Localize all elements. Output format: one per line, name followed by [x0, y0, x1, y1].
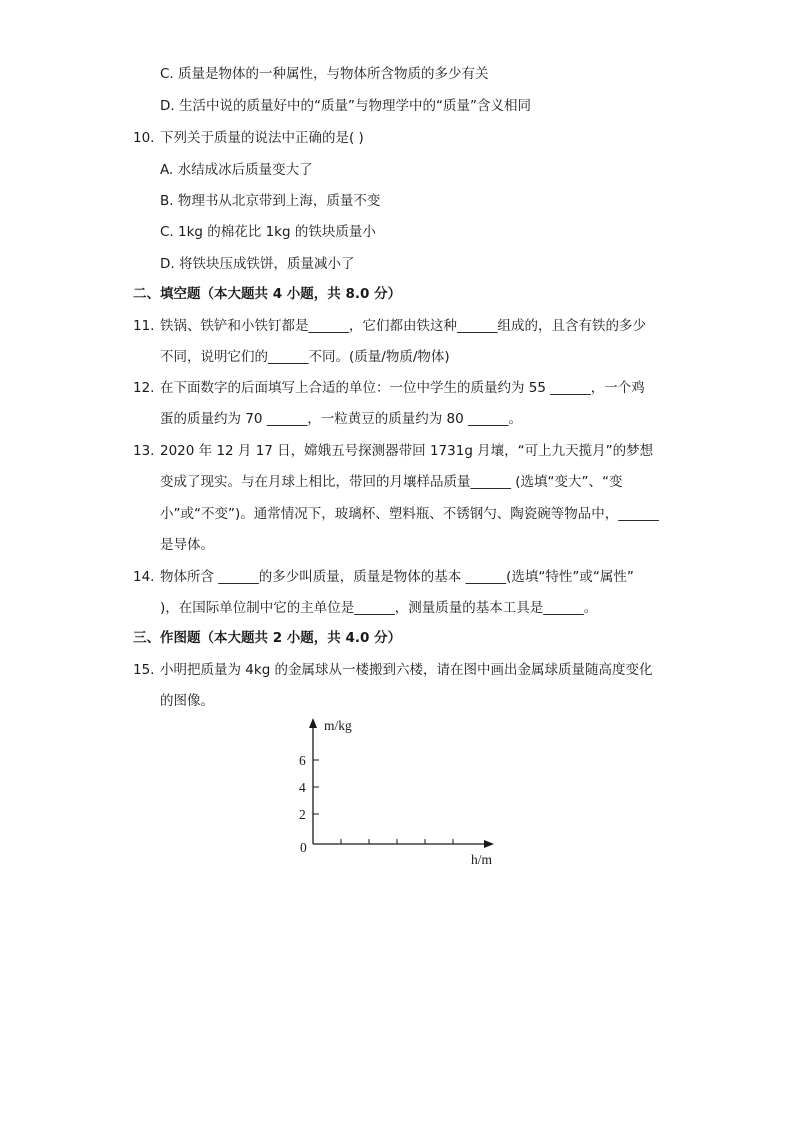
q13-line-4: 是导体。: [160, 537, 214, 553]
x-axis-arrow-icon: [484, 840, 494, 848]
q12-line-2: 蛋的质量约为 70 ______，一粒黄豆的质量约为 80 ______。: [160, 411, 523, 427]
q10-option-b: B. 物理书从北京带到上海，质量不变: [160, 193, 381, 209]
q15-number: 15.: [133, 662, 155, 678]
section-fill-in-heading: 二、填空题（本大题共 4 小题，共 8.0 分）: [133, 286, 402, 302]
q13-line-2: 变成了现实。与在月球上相比，带回的月壤样品质量______ (选填“变大”、“变: [160, 474, 623, 490]
section-drawing-heading: 三、作图题（本大题共 2 小题，共 4.0 分）: [133, 630, 402, 646]
q13-line-1: 2020 年 12 月 17 日，嫦娥五号探测器带回 1731g 月壤，“可上九天揽月”的梦想: [160, 443, 654, 459]
q14-number: 14.: [133, 569, 155, 585]
y-tick-label-4: 4: [299, 780, 306, 795]
q9-option-c: C. 质量是物体的一种属性，与物体所含物质的多少有关: [160, 66, 489, 82]
origin-label: 0: [300, 840, 307, 855]
q10-option-a: A. 水结成冰后质量变大了: [160, 162, 313, 178]
q14-line-2: )，在国际单位制中它的主单位是______，测量质量的基本工具是______。: [160, 600, 598, 616]
q11-line-2: 不同，说明它们的______不同。(质量/物质/物体): [160, 349, 450, 365]
q13-line-3: 小”或“不变”)。通常情况下，玻璃杯、塑料瓶、不锈钢勺、陶瓷碗等物品中，______: [160, 506, 659, 522]
y-axis-arrow-icon: [309, 718, 317, 728]
q12-number: 12.: [133, 380, 155, 396]
q9-option-d: D. 生活中说的质量好中的“质量”与物理学中的“质量”含义相同: [160, 98, 531, 114]
q15-line-2: 的图像。: [160, 693, 214, 709]
q10-number: 10.: [133, 130, 155, 146]
y-tick-label-2: 2: [299, 807, 306, 822]
y-tick-label-6: 6: [299, 753, 306, 768]
graph-canvas: [290, 712, 510, 872]
q10-option-c: C. 1kg 的棉花比 1kg 的铁块质量小: [160, 224, 376, 240]
mass-height-graph: [290, 712, 510, 872]
q10-stem: 下列关于质量的说法中正确的是( ): [160, 130, 364, 146]
q12-line-1: 在下面数字的后面填写上合适的单位：一位中学生的质量约为 55 ______，一个鸡: [160, 380, 645, 396]
q11-number: 11.: [133, 318, 155, 334]
q11-line-1: 铁锅、铁铲和小铁钉都是______，它们都由铁这种______组成的，且含有铁的多少: [160, 318, 646, 334]
x-axis-label: h/m: [471, 852, 493, 867]
q10-option-d: D. 将铁块压成铁饼，质量减小了: [160, 256, 355, 272]
y-axis-label: m/kg: [324, 718, 352, 733]
q14-line-1: 物体所含 ______的多少叫质量，质量是物体的基本 ______(选填“特性”或“属性”: [160, 569, 634, 585]
q13-number: 13.: [133, 443, 155, 459]
q15-line-1: 小明把质量为 4kg 的金属球从一楼搬到六楼，请在图中画出金属球质量随高度变化: [160, 662, 653, 678]
